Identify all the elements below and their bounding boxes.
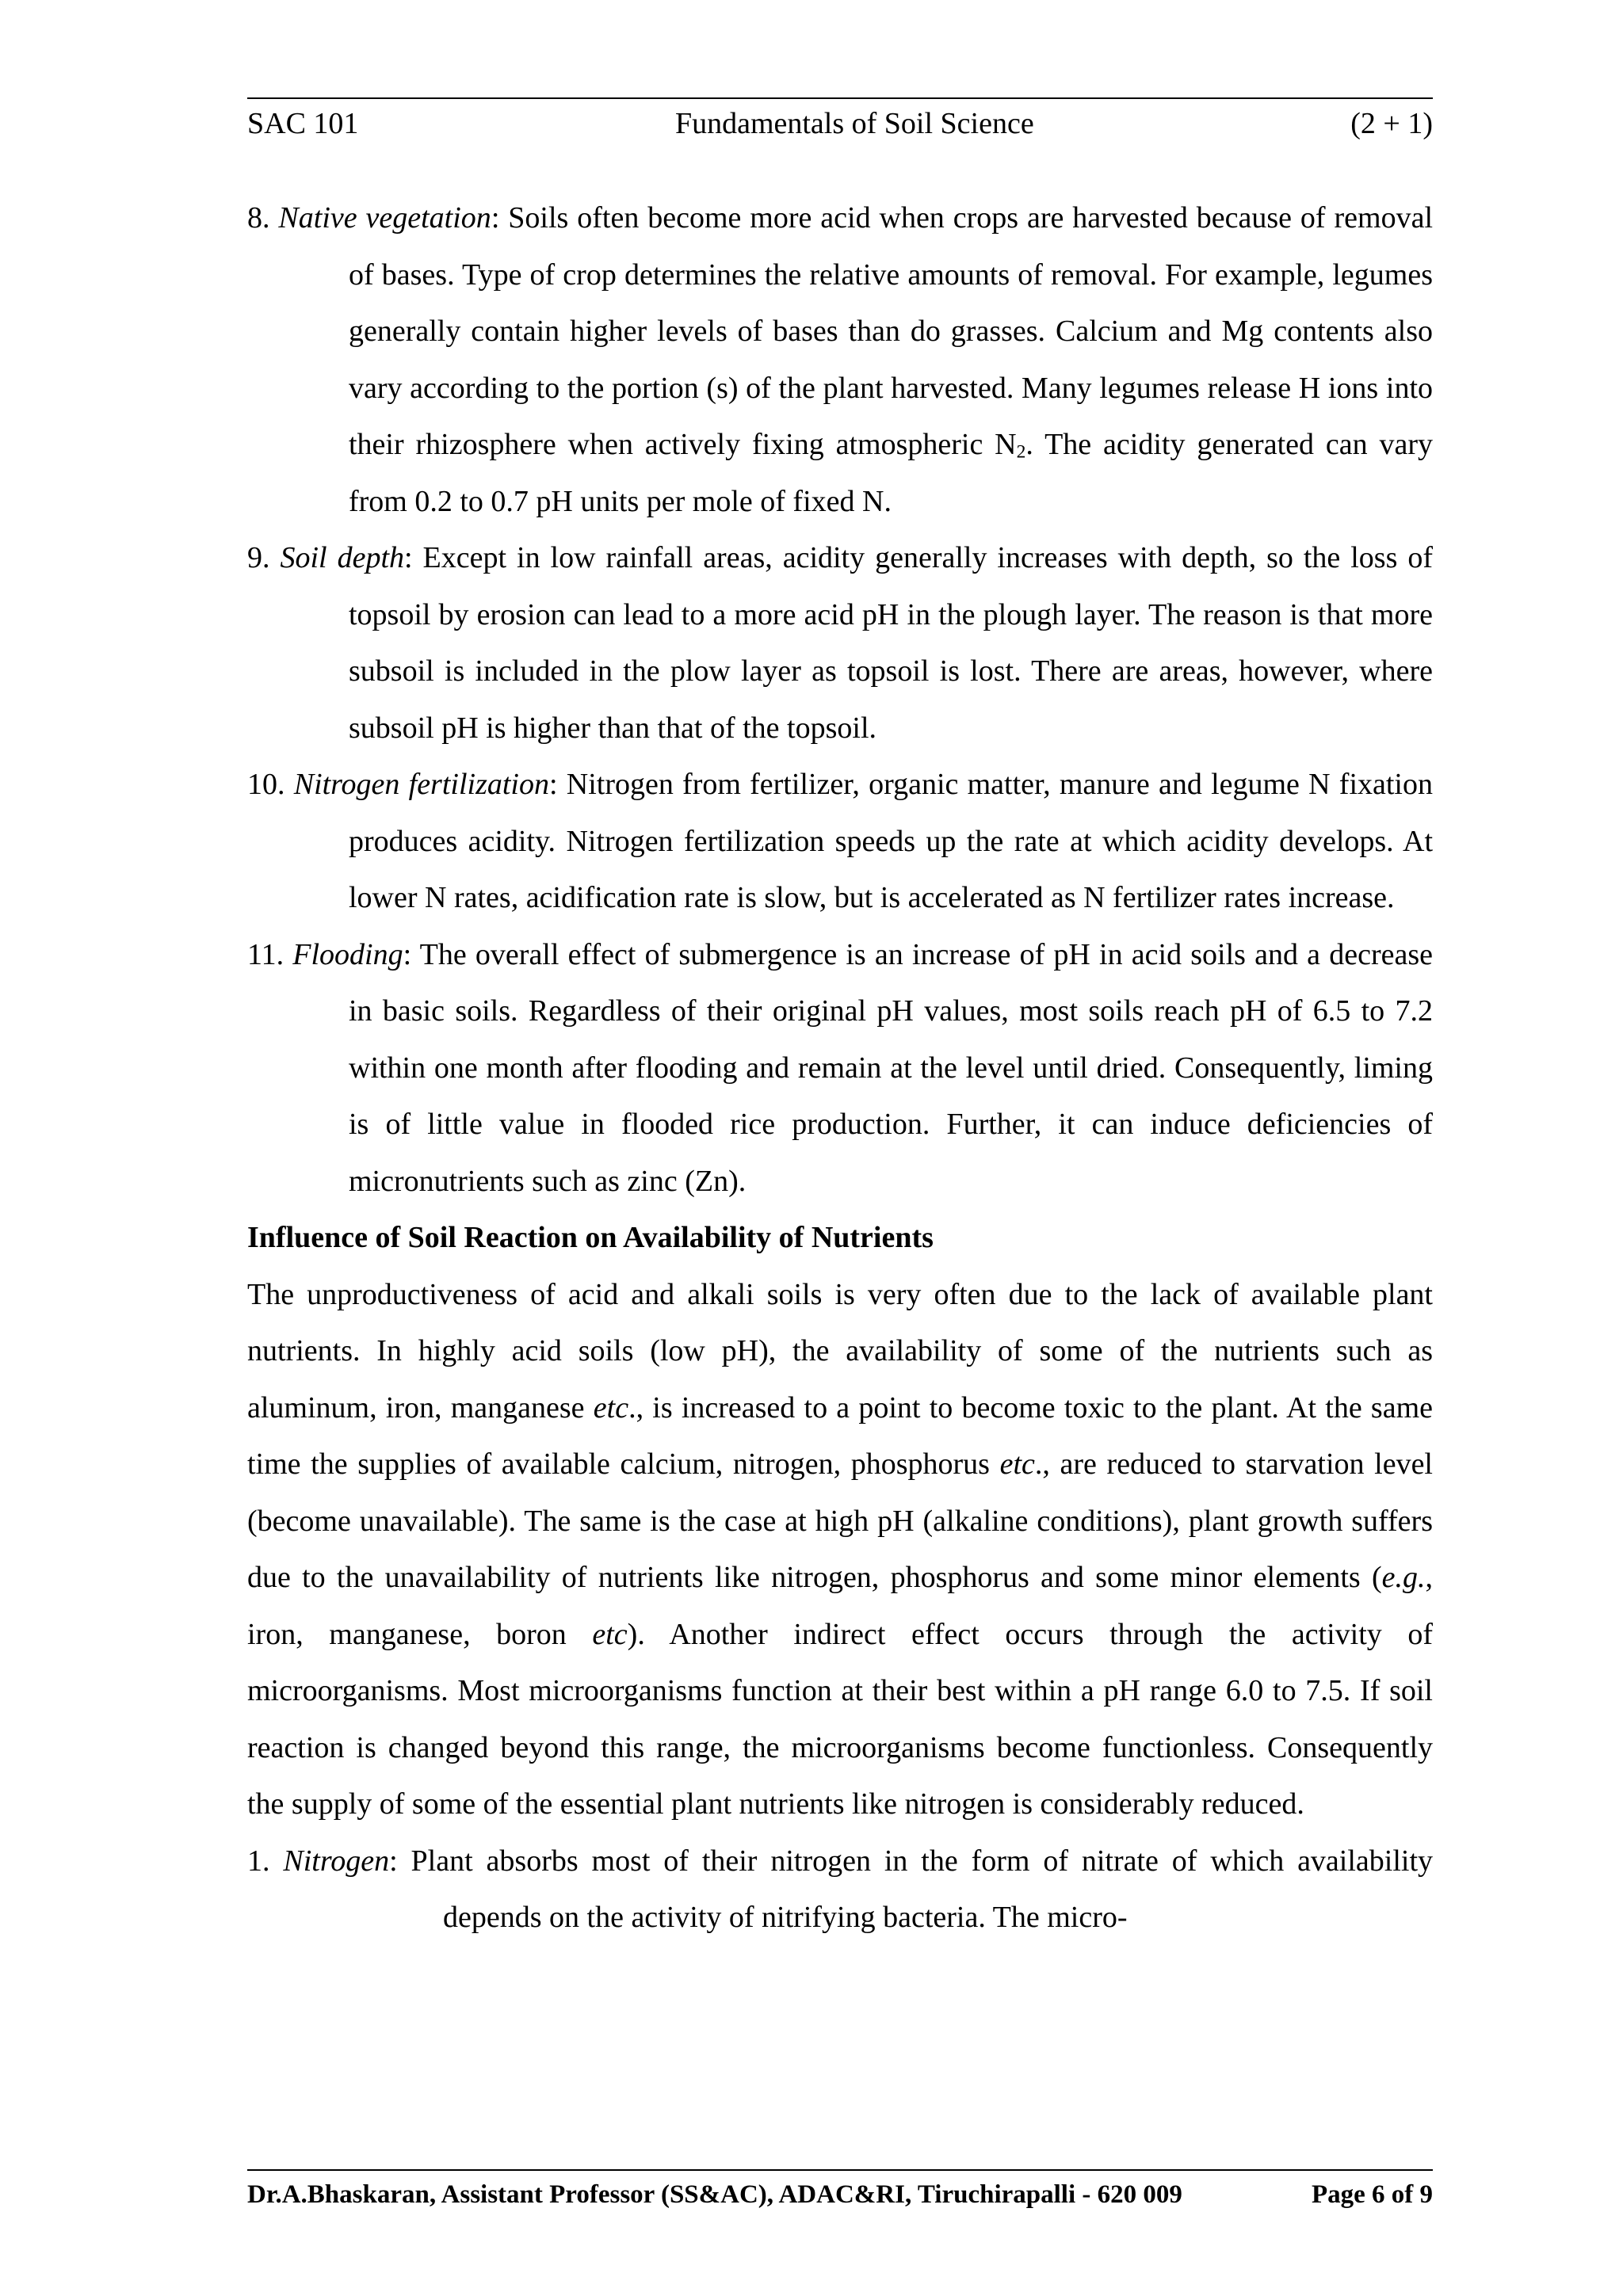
item-text: : The overall effect of submergence is an increase of pH in acid soils and a decrease in basic soils. Regardless of their original pH values, most soils reach pH of 6.5 to 7.2 within one month after flooding and remain at the level until dried. Consequently, liming is of little value in flooded rice production. Further, it can induce deficiencies of micronutrients such as zinc (Zn). bbox=[349, 937, 1434, 1198]
list-item-native-vegetation bbox=[247, 190, 1433, 530]
page-content bbox=[247, 190, 1433, 1947]
list-item-flooding bbox=[247, 927, 1433, 1211]
item-term: Native vegetation bbox=[278, 201, 491, 235]
list-item-soil-depth bbox=[247, 530, 1433, 757]
item-number: 9. bbox=[247, 541, 281, 574]
eg-italic: e.g. bbox=[1381, 1561, 1426, 1594]
list-item-nitrogen-fertilization bbox=[247, 757, 1433, 927]
item-term: Flooding bbox=[292, 937, 403, 971]
paragraph-text: The unproductiveness of acid and alkali soils is very often due to the lack of available plant nutrients. In highly acid soils (low pH), the availability of some of the nutrients such as aluminum, iron, manganese bbox=[247, 1277, 1433, 1425]
item-term: Nitrogen bbox=[283, 1844, 390, 1878]
item-text: : Except in low rainfall areas, acidity generally increases with depth, so the loss of topsoil by erosion can lead to a more acid pH in the plough layer. The reason is that more subsoil is included in the plow layer as topsoil is lost. There are areas, however, where subsoil pH is higher than that of the topsoil. bbox=[349, 541, 1433, 745]
course-credits: (2 + 1) bbox=[1350, 107, 1433, 140]
item-term: Nitrogen fertilization bbox=[293, 768, 549, 801]
paragraph-text: , iron, manganese, boron bbox=[247, 1561, 1433, 1651]
paragraph-text: ). Another indirect effect occurs through the activity of microorganisms. Most microorganisms function at their best within a pH range 6.0 to 7.5. If soil reaction is changed beyond this range, the microorganisms become functionless. Consequently the supply of some of the essential plant nutrients like nitrogen is considerably reduced. bbox=[247, 1617, 1434, 1821]
item-term: Soil depth bbox=[280, 541, 404, 574]
item-text-continued: . The acidity generated can vary from 0.2 to 0.7 pH units per mole of fixed N. bbox=[349, 428, 1433, 518]
page-header bbox=[247, 97, 1433, 142]
section-paragraph bbox=[247, 1267, 1433, 1833]
item-number: 10. bbox=[247, 768, 294, 801]
etc-italic: etc bbox=[999, 1447, 1035, 1481]
paragraph-text: ., is increased to a point to become toxic to the plant. At the same time the supplies of available calcium, nitrogen, phosphorus bbox=[247, 1390, 1433, 1481]
section-heading: Influence of Soil Reaction on Availability of Nutrients bbox=[247, 1221, 934, 1254]
subscript-2: 2 bbox=[1016, 441, 1026, 463]
course-title: Fundamentals of Soil Science bbox=[674, 107, 1034, 140]
list-item-nitrogen bbox=[247, 1833, 1433, 1947]
item-text: : Nitrogen from fertilizer, organic matter, manure and legume N fixation produces acidity. Nitrogen fertilization speeds up the rate at which acidity develops. At lower N rates, acidification rate is slow, but is accelerated as N fertilizer rates increase. bbox=[349, 768, 1433, 914]
page-number: Page 6 of 9 bbox=[1311, 2180, 1433, 2209]
item-number: 8. bbox=[247, 201, 279, 235]
page-footer bbox=[247, 2169, 1433, 2212]
document-page bbox=[247, 0, 1433, 2296]
item-text: : Soils often become more acid when crops are harvested because of removal of bases. Type of crop determines the relative amounts of removal. For example, legumes generally contain higher levels of bases than do grasses. Calcium and Mg contents also vary according to the portion (s) of the plant harvested. Many legumes release H ions into their rhizosphere when actively fixing atmospheric N bbox=[349, 201, 1434, 461]
etc-italic: etc bbox=[592, 1617, 628, 1651]
item-number: 11. bbox=[247, 937, 293, 971]
item-number: 1. bbox=[247, 1844, 284, 1878]
footer-author: Dr.A.Bhaskaran, Assistant Professor (SS&AC), ADAC&RI, Tiruchirapalli - 620 009 bbox=[247, 2180, 1182, 2209]
etc-italic: etc bbox=[593, 1390, 629, 1425]
item-text: : Plant absorbs most of their nitrogen in the form of nitrate of which availability depends on the activity of nitrifying bacteria. The micro- bbox=[389, 1844, 1434, 1934]
paragraph-text: ., are reduced to starvation level (become unavailable). The same is the case at high pH (alkaline conditions), plant growth suffers due to the unavailability of nutrients like nitrogen, phosphorus and some minor elements ( bbox=[247, 1447, 1433, 1594]
course-code: SAC 101 bbox=[247, 107, 359, 140]
